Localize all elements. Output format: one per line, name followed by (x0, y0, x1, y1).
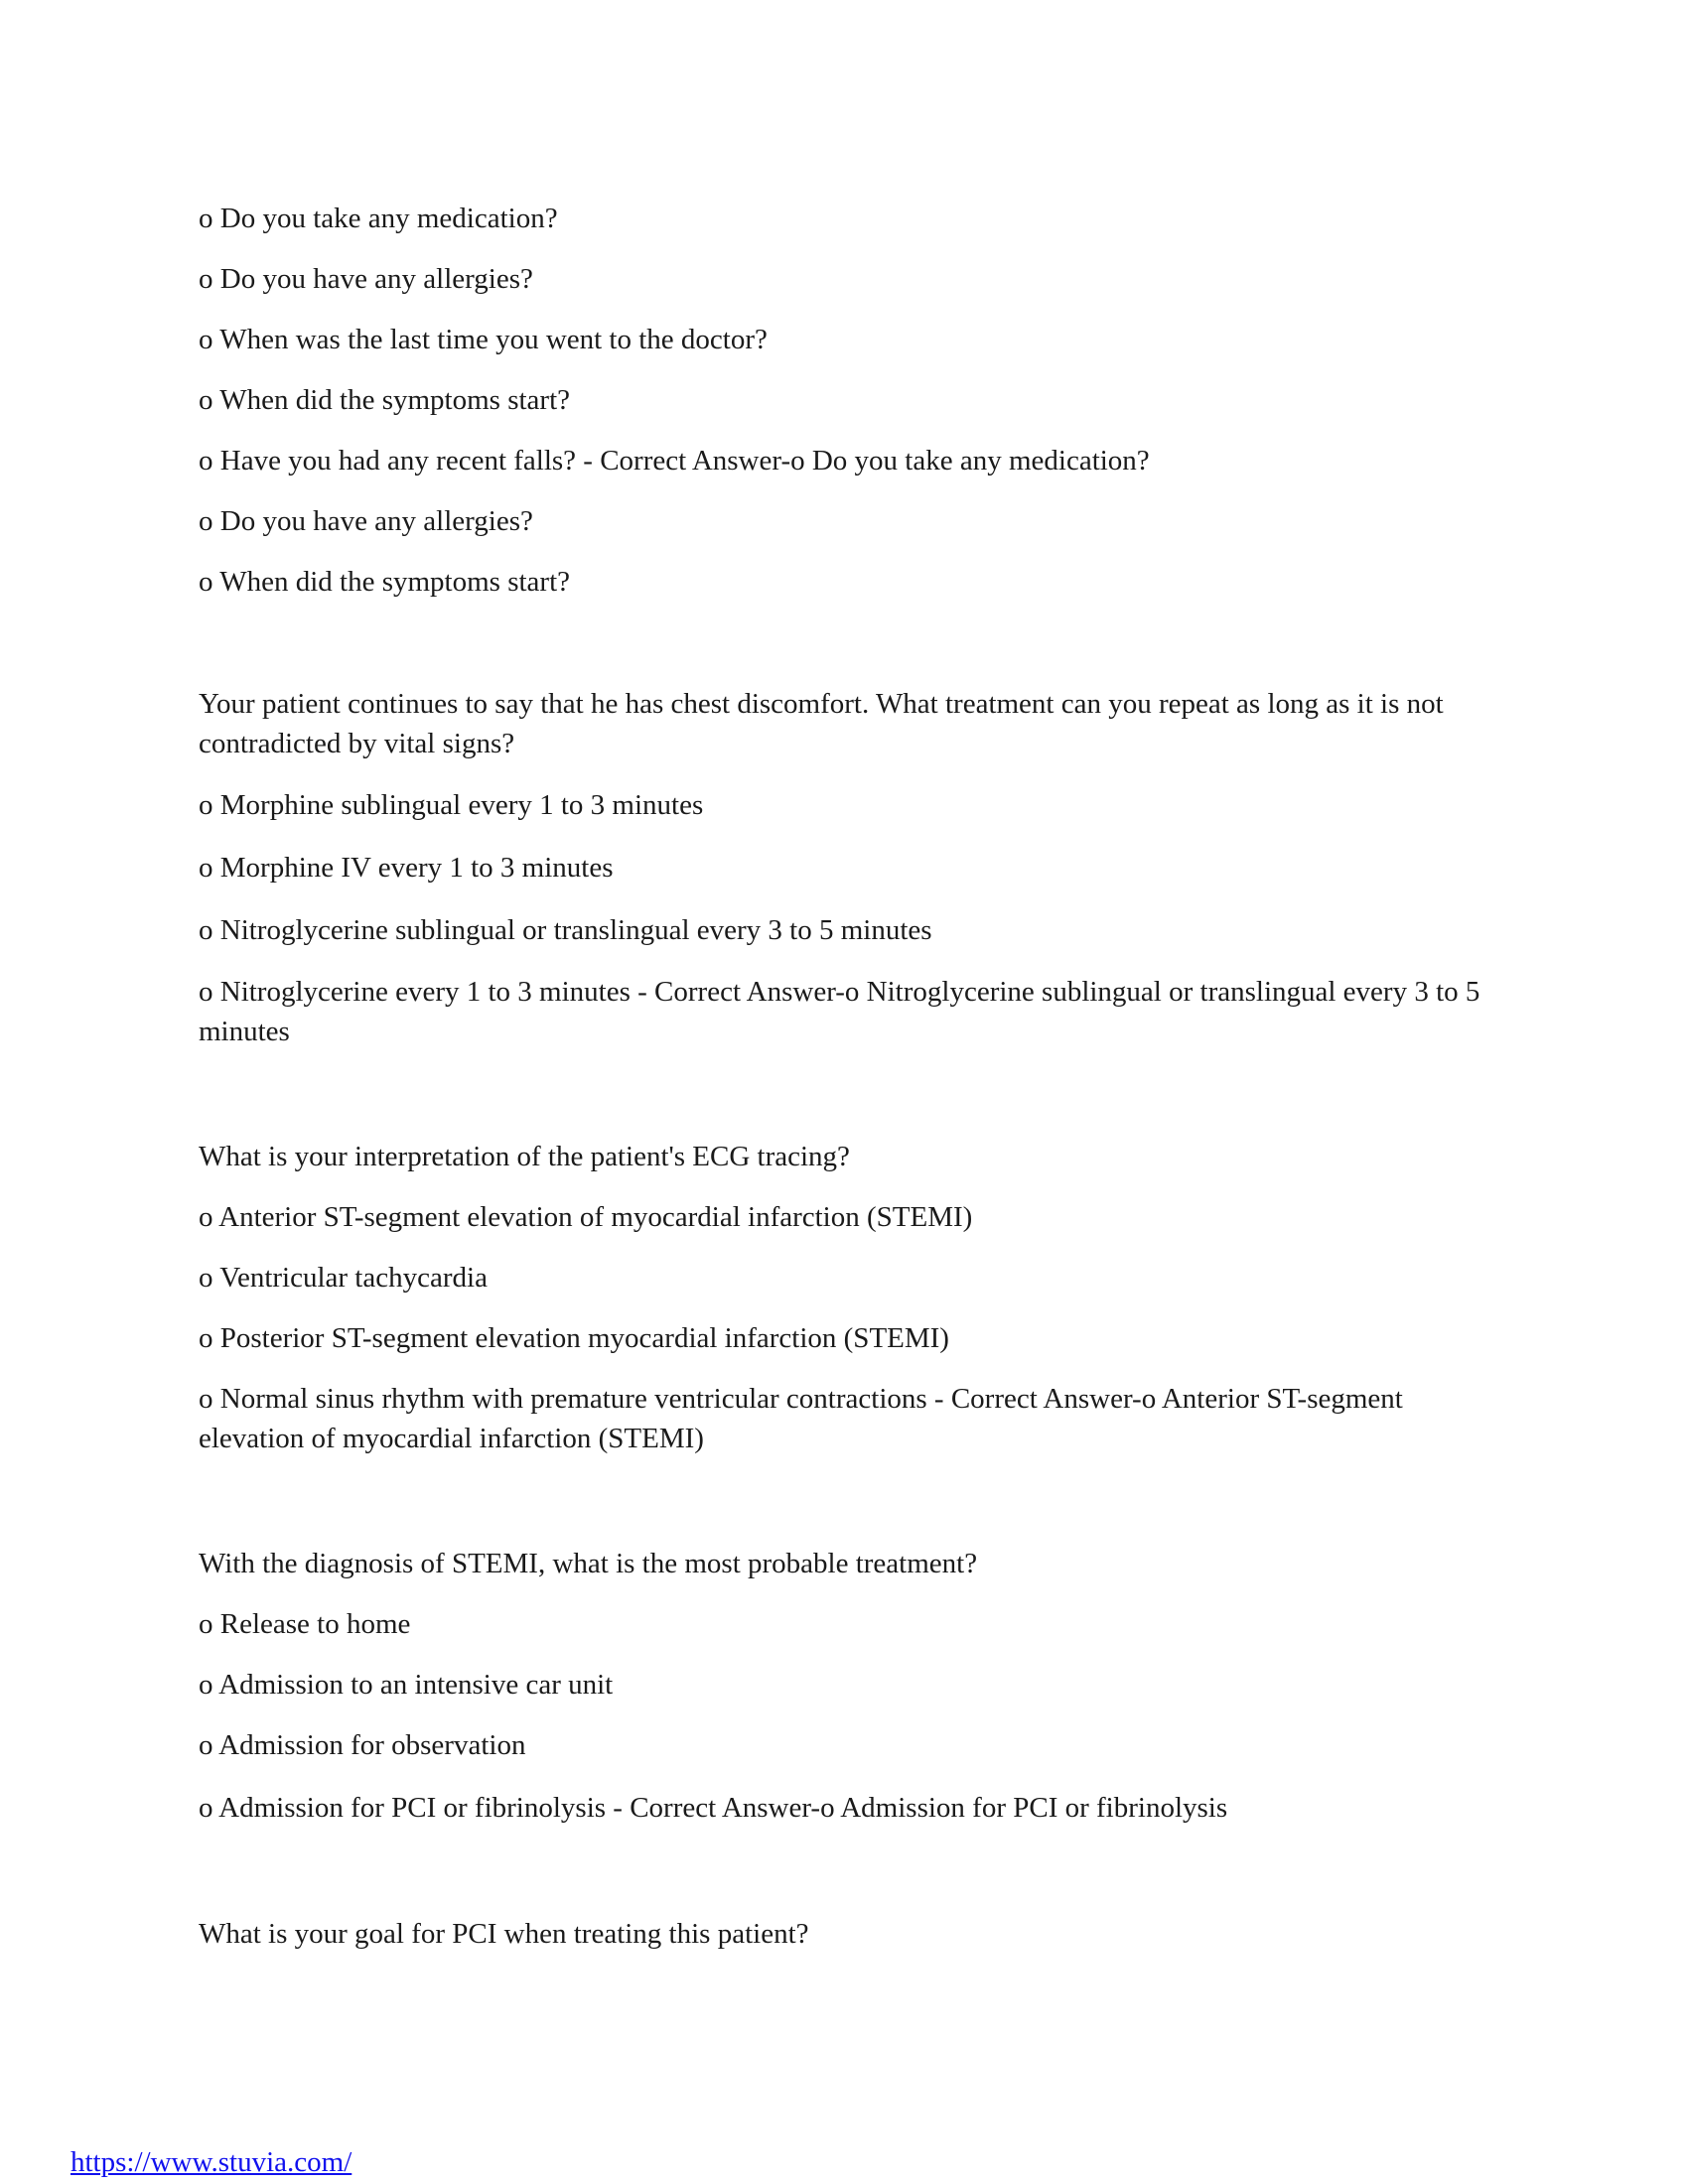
option-item: o Posterior ST-segment elevation myocardial infarction (STEMI) (199, 1322, 949, 1354)
option-item: o Nitroglycerine every 1 to 3 minutes - Correct Answer-o Nitroglycerine sublingual or translingual every 3 to 5 minutes (199, 976, 1480, 1047)
option-item: o Admission for observation (199, 1729, 526, 1761)
option-item: o Anterior ST-segment elevation of myocardial infarction (STEMI) (199, 1201, 973, 1233)
option-item: o Normal sinus rhythm with premature ventricular contractions - Correct Answer-o Anterior ST-segment elevation of myocardial infarction (STEMI) (199, 1383, 1403, 1454)
option-item: o Ventricular tachycardia (199, 1262, 488, 1294)
option-item: o Admission to an intensive car unit (199, 1669, 614, 1701)
option-item: o Morphine IV every 1 to 3 minutes (199, 852, 614, 884)
question-text: With the diagnosis of STEMI, what is the most probable treatment? (199, 1548, 978, 1579)
question-block-ecg (199, 1137, 1489, 1479)
option-item: o Morphine sublingual every 1 to 3 minutes (199, 789, 704, 821)
list-item: o Do you have any allergies? (199, 263, 533, 295)
list-item: o Do you take any medication? (199, 203, 558, 234)
option-item: o Admission for PCI or fibrinolysis - Correct Answer-o Admission for PCI or fibrinolysis (199, 1792, 1228, 1824)
footer-link[interactable]: https://www.stuvia.com/ (70, 2146, 352, 2178)
question-block-pci-goal (199, 1914, 1489, 1975)
list-item: o When was the last time you went to the doctor? (199, 324, 768, 355)
list-item: o When did the symptoms start? (199, 566, 570, 598)
answer-list-block (199, 199, 1489, 622)
question-block-stemi-treatment (199, 1544, 1489, 1848)
question-block-treatment (199, 684, 1489, 1072)
option-item: o Release to home (199, 1608, 411, 1640)
question-text: What is your goal for PCI when treating this patient? (199, 1918, 809, 1950)
question-text: Your patient continues to say that he has chest discomfort. What treatment can you repeat as long as it is not contradicted by vital signs? (199, 688, 1444, 759)
option-item: o Nitroglycerine sublingual or translingual every 3 to 5 minutes (199, 914, 932, 946)
question-text: What is your interpretation of the patient's ECG tracing? (199, 1141, 850, 1172)
list-item: o When did the symptoms start? (199, 384, 570, 416)
list-item: o Do you have any allergies? (199, 505, 533, 537)
list-item: o Have you had any recent falls? - Correct Answer-o Do you take any medication? (199, 445, 1150, 477)
